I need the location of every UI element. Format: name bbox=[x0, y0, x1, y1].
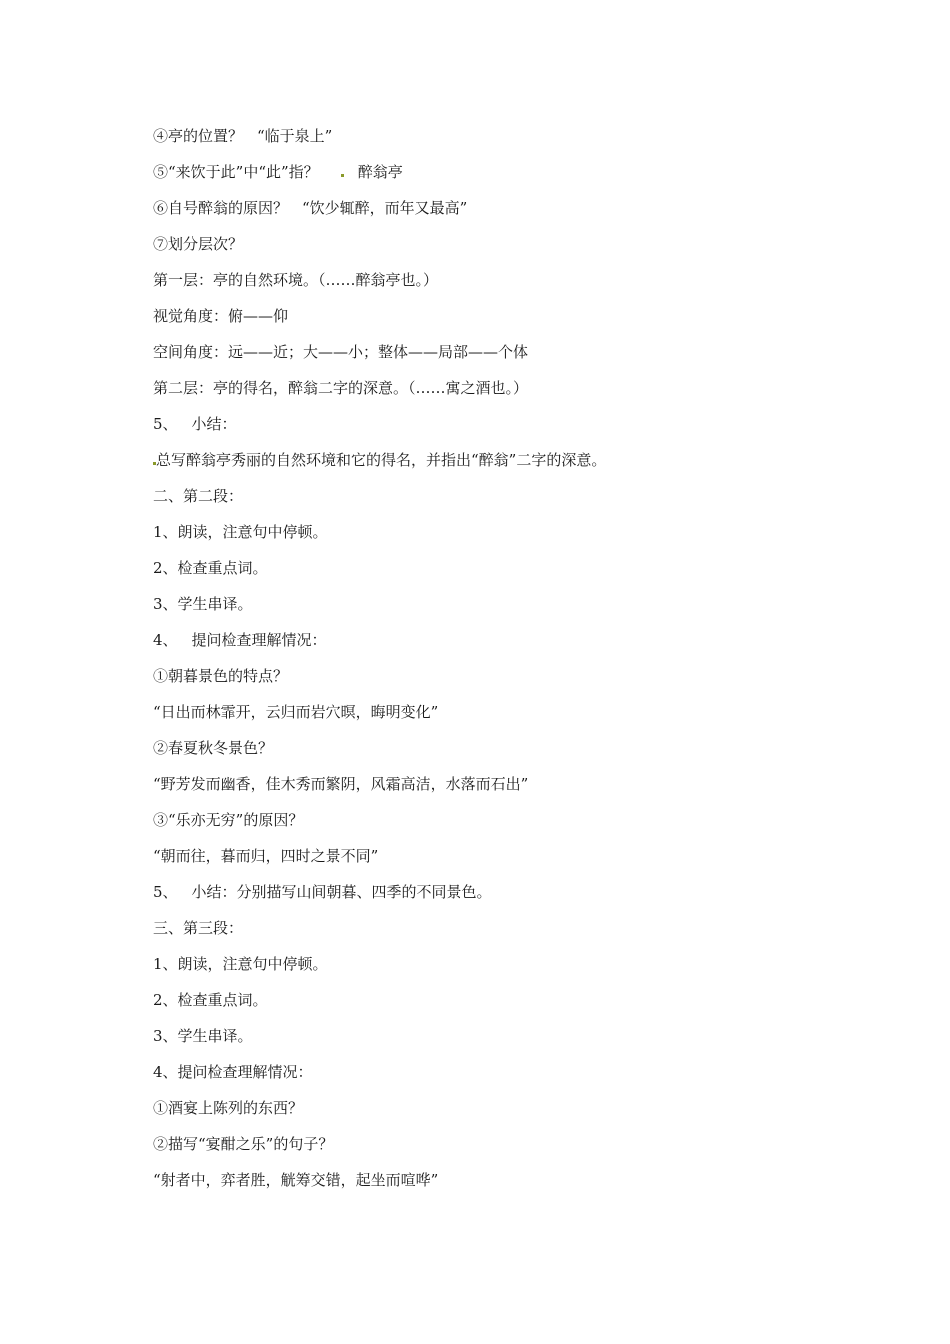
text-line: 视觉角度：俯——仰 bbox=[153, 307, 289, 325]
question-text: ⑥自号醉翁的原因？ bbox=[153, 199, 289, 217]
text-line: ⑦划分层次？ bbox=[153, 235, 244, 253]
text-line: 1、朗读，注意句中停顿。 bbox=[153, 955, 328, 973]
text-line: ②春夏秋冬景色？ bbox=[153, 739, 274, 757]
summary-text: 总写醉翁亭秀丽的自然环境和它的得名，并指出“醉翁”二字的深意。 bbox=[156, 451, 607, 469]
text-line: 1、朗读，注意句中停顿。 bbox=[153, 523, 328, 541]
item-text: 提问检查理解情况： bbox=[191, 631, 327, 649]
text-line: 3、学生串译。 bbox=[153, 1027, 253, 1045]
text-line: ①酒宴上陈列的东西？ bbox=[153, 1099, 304, 1117]
text-line: 空间角度：远——近；大——小；整体——局部——个体 bbox=[153, 343, 529, 361]
answer-text: “饮少辄醉，而年又最高” bbox=[302, 199, 468, 217]
item-number: 4、 bbox=[153, 631, 178, 649]
text-line: 第一层：亭的自然环境。（……醉翁亭也。） bbox=[153, 271, 439, 289]
quote-line: “日出而林霏开，云归而岩穴暝，晦明变化” bbox=[153, 703, 439, 721]
text-line bbox=[153, 448, 793, 484]
item-text: 小结： bbox=[191, 415, 237, 433]
text-line: ③“乐亦无穷”的原因？ bbox=[153, 811, 304, 829]
text-line: 2、检查重点词。 bbox=[153, 991, 268, 1009]
quote-line: “野芳发而幽香，佳木秀而繁阴，风霜高洁，水落而石出” bbox=[153, 775, 529, 793]
question-text: ⑤“来饮于此”中“此”指？ bbox=[153, 163, 319, 181]
answer-text: 醉翁亭 bbox=[357, 163, 403, 181]
item-text: 小结：分别描写山间朝暮、四季的不同景色。 bbox=[191, 883, 492, 901]
section-heading: 三、第三段： bbox=[153, 919, 244, 937]
question-line bbox=[153, 124, 793, 160]
text-line: 第二层：亭的得名，醉翁二字的深意。（……寓之酒也。） bbox=[153, 379, 529, 397]
question-text: ④亭的位置？ bbox=[153, 127, 244, 145]
item-number: 5、 bbox=[153, 883, 178, 901]
quote-line: “朝而往，暮而归，四时之景不同” bbox=[153, 847, 379, 865]
text-line: 4、提问检查理解情况： bbox=[153, 1063, 313, 1081]
text-line: ②描写“宴酣之乐”的句子？ bbox=[153, 1135, 334, 1153]
numbered-line bbox=[153, 880, 793, 916]
quote-line: “射者中，弈者胜，觥筹交错，起坐而喧哗” bbox=[153, 1171, 439, 1189]
question-line bbox=[153, 160, 793, 196]
text-line: ①朝暮景色的特点？ bbox=[153, 667, 289, 685]
numbered-line bbox=[153, 412, 793, 448]
numbered-line bbox=[153, 628, 793, 664]
answer-marker bbox=[341, 163, 344, 181]
text-line: 2、检查重点词。 bbox=[153, 559, 268, 577]
section-heading: 二、第二段： bbox=[153, 487, 244, 505]
text-line: 3、学生串译。 bbox=[153, 595, 253, 613]
mark-icon bbox=[341, 174, 344, 177]
item-number: 5、 bbox=[153, 415, 178, 433]
document-body bbox=[153, 124, 793, 1204]
answer-text: “临于泉上” bbox=[257, 127, 333, 145]
question-line bbox=[153, 196, 793, 232]
